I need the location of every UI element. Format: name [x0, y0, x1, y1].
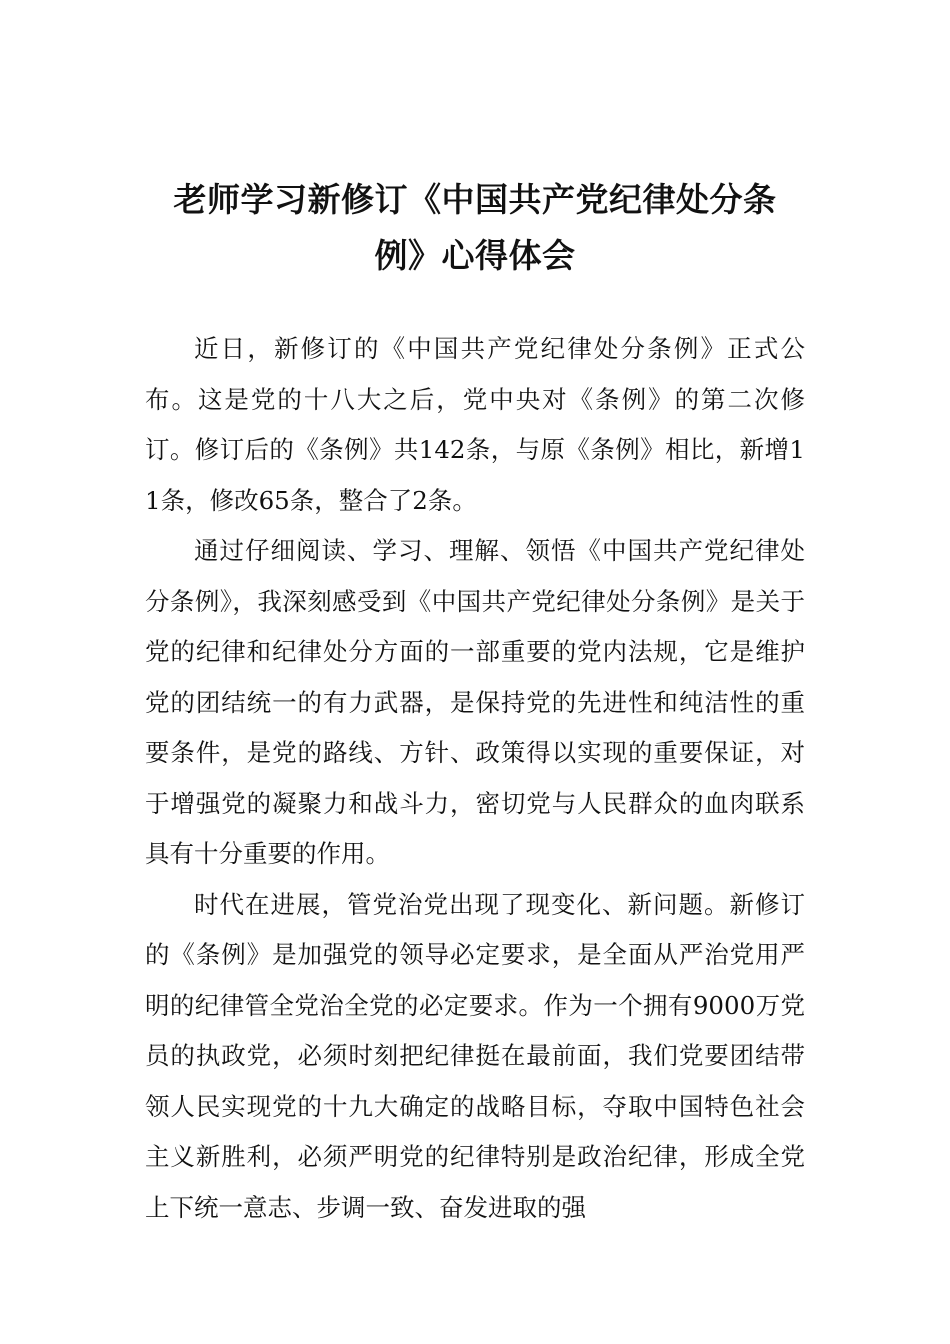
paragraph-2: 通过仔细阅读、学习、理解、领悟《中国共产党纪律处分条例》，我深刻感受到《中国共产党纪律处分条例》是关于党的纪律和纪律处分方面的一部重要的党内法规，它是维护党的团结统一的有力武器，是保持党的先进性和纯洁性的重要条件，是党的路线、方针、政策得以实现的重要保证，对于增强党的凝聚力和战斗力，密切党与人民群众的血肉联系具有十分重要的作用。	[145, 536, 805, 868]
paragraph-1: 近日，新修订的《中国共产党纪律处分条例》正式公布。这是党的十八大之后，党中央对《条例》的第二次修订。修订后的《条例》共142条，与原《条例》相比，新增11条，修改65条，整合了2条。	[145, 334, 805, 515]
document-title	[140, 172, 810, 284]
title-line-2: 例》心得体会	[374, 236, 576, 275]
paragraph-3: 时代在进展，管党治党出现了现变化、新问题。新修订的《条例》是加强党的领导必定要求，是全面从严治党用严明的纪律管全党治全党的必定要求。作为一个拥有9000万党员的执政党，必须时刻把纪律挺在最前面，我们党要团结带领人民实现党的十九大确定的战略目标，夺取中国特色社会主义新胜利，必须严明党的纪律特别是政治纪律，形成全党上下统一意志、步调一致、奋发进取的强	[145, 889, 805, 1222]
title-line-1: 老师学习新修订《中国共产党纪律处分条	[173, 180, 777, 219]
document-body	[145, 324, 805, 1233]
